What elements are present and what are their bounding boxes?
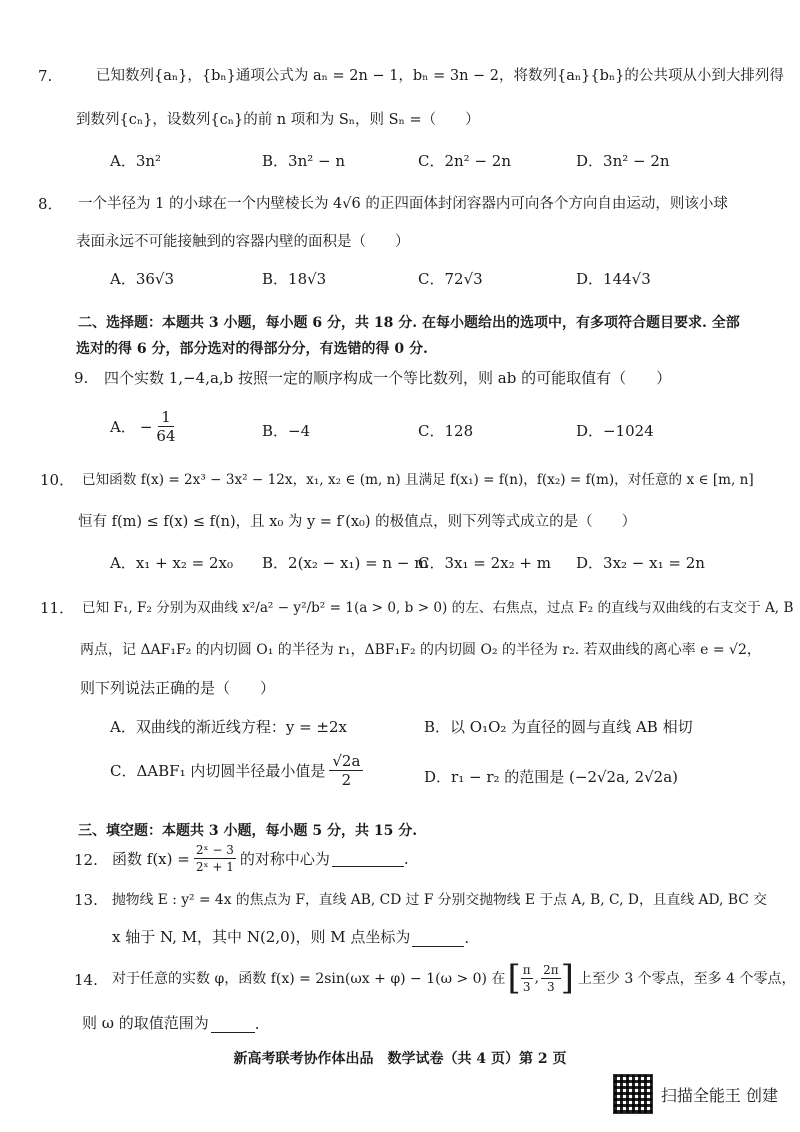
- q10-stem-line1: 已知函数 f(x) = 2x³ − 3x² − 12x，x₁, x₂ ∈ (m, n) 且满足 f(x₁) = f(n)，f(x₂) = f(m)，对任意的 x ∈ [m, n]: [82, 472, 754, 488]
- q14-end-numerator: 2π: [543, 962, 559, 977]
- scanner-watermark: [613, 1074, 778, 1114]
- q14-start-numerator: π: [522, 962, 531, 977]
- q14-stem: [112, 958, 796, 998]
- q14-right-bracket: ]: [560, 958, 574, 998]
- section2-heading: 二、选择题：本题共 3 小题，每小题 6 分，共 18 分. 在每小题给出的选项中，有多项符合题目要求. 全部: [78, 315, 740, 331]
- q7-option-d: D．3n² − 2n: [576, 152, 670, 170]
- q13-stem-end: .: [464, 929, 470, 947]
- q11-option-c-fraction: [329, 752, 363, 789]
- q11-option-c: [110, 752, 363, 789]
- q11-option-d: D．r₁ − r₂ 的范围是 (−2√2a, 2√2a): [424, 768, 679, 786]
- q11-option-c-text: C．ΔABF₁ 内切圆半径最小值是: [110, 762, 326, 780]
- q12-answer-blank[interactable]: [332, 850, 404, 867]
- q7-stem-line2: 到数列{cₙ}，设数列{cₙ}的前 n 项和为 Sₙ，则 Sₙ =（ ）: [76, 112, 480, 128]
- q10-option-b: B．2(x₂ − x₁) = n − m: [262, 554, 429, 572]
- q12-stem-end: .: [403, 849, 409, 868]
- q9-fraction-numerator: 1: [158, 408, 174, 427]
- page-footer: 新高考联考协作体出品 数学试卷（共 4 页）第 2 页: [233, 1051, 567, 1067]
- q14-stem-line2: 则 ω 的取值范围为: [82, 1014, 209, 1032]
- q14-interval-start: [521, 962, 533, 995]
- q12-fraction-denominator: 2ˣ + 1: [195, 860, 234, 874]
- q9-stem: 四个实数 1,−4,a,b 按照一定的顺序构成一个等比数列，则 ab 的可能取值有（ ）: [104, 369, 672, 387]
- q14-answer-blank[interactable]: [211, 1016, 255, 1033]
- q8-stem-line2: 表面永远不可能接触到的容器内壁的面积是（ ）: [76, 234, 410, 250]
- q14-stem-post: 上至少 3 个零点，至多 4 个零点，: [577, 971, 796, 987]
- q11-fraction-denominator: 2: [341, 771, 352, 789]
- q8-stem-line1: 一个半径为 1 的小球在一个内壁棱长为 4√6 的正四面体封闭容器内可向各个方向自由运动，则该小球: [78, 196, 728, 212]
- q12-stem: [112, 842, 409, 875]
- q9-option-a-sign: −: [139, 417, 153, 436]
- q11-stem-line2: 两点，记 ΔAF₁F₂ 的内切圆 O₁ 的半径为 r₁，ΔBF₁F₂ 的内切圆 O₂ 的半径为 r₂. 若双曲线的离心率 e = √2，: [80, 642, 761, 658]
- q8-number: 8．: [38, 195, 63, 213]
- qr-code-icon: [613, 1074, 653, 1114]
- q14-stem-pre: 对于任意的实数 φ，函数 f(x) = 2sin(ωx + φ) − 1(ω > 0) 在: [112, 971, 506, 987]
- q9-option-a-label: A．: [110, 418, 136, 436]
- q11-option-b: B．以 O₁O₂ 为直径的圆与直线 AB 相切: [424, 718, 693, 736]
- section2-heading-line2: 选对的得 6 分，部分选对的得部分分，有选错的得 0 分.: [76, 341, 428, 357]
- q11-fraction-numerator: √2a: [329, 752, 363, 771]
- q13-line2: [112, 926, 469, 947]
- section3-heading: 三、填空题：本题共 3 小题，每小题 5 分，共 15 分.: [78, 823, 418, 839]
- q7-option-b: B．3n² − n: [262, 152, 346, 170]
- q10-stem-line2: 恒有 f(m) ≤ f(x) ≤ f(n)，且 x₀ 为 y = f′(x₀) 的极值点，则下列等式成立的是（ ）: [78, 514, 637, 530]
- q9-option-a: [110, 408, 176, 445]
- q14-end-denominator: 3: [547, 979, 555, 994]
- q12-number: 12.: [74, 851, 98, 869]
- q8-option-d: D．144√3: [576, 270, 651, 288]
- q9-option-c: C．128: [418, 422, 474, 440]
- q13-stem-line1: 抛物线 E : y² = 4x 的焦点为 F，直线 AB, CD 过 F 分别交抛物线 E 于点 A, B, C, D，且直线 AD, BC 交: [112, 892, 767, 908]
- q10-number: 10．: [40, 471, 75, 489]
- q8-option-c: C．72√3: [418, 270, 483, 288]
- q7-option-a: A．3n²: [110, 152, 162, 170]
- q11-number: 11．: [40, 599, 75, 617]
- q9-option-d: D．−1024: [576, 422, 654, 440]
- q14-number: 14.: [74, 971, 98, 989]
- q10-option-a: A．x₁ + x₂ = 2x₀: [110, 554, 234, 572]
- q7-number: 7.: [38, 67, 53, 85]
- q9-number: 9.: [74, 369, 89, 387]
- q14-left-bracket: [: [507, 958, 521, 998]
- q13-answer-blank[interactable]: [412, 930, 464, 947]
- q9-fraction-denominator: 64: [156, 427, 176, 445]
- q10-option-d: D．3x₂ − x₁ = 2n: [576, 554, 705, 572]
- q13-number: 13.: [74, 891, 98, 909]
- q14-stem-end: .: [254, 1015, 260, 1033]
- watermark-text: 扫描全能王 创建: [660, 1085, 778, 1105]
- q9-option-b: B．−4: [262, 422, 311, 440]
- q8-option-a: A．36√3: [110, 270, 175, 288]
- q10-option-c: C．3x₁ = 2x₂ + m: [418, 554, 551, 572]
- q11-stem-line1: 已知 F₁, F₂ 分别为双曲线 x²/a² − y²/b² = 1(a > 0, b > 0) 的左、右焦点，过点 F₂ 的直线与双曲线的右支交于 A, B: [82, 600, 794, 616]
- q14-interval-end: [541, 962, 561, 995]
- q7-option-c: C．2n² − 2n: [418, 152, 512, 170]
- q12-fraction: [194, 842, 236, 875]
- q7-stem-line1: 已知数列{aₙ}，{bₙ}通项公式为 aₙ = 2n − 1，bₙ = 3n − 2，将数列{aₙ}{bₙ}的公共项从小到大排列得: [96, 68, 784, 84]
- q9-option-a-fraction: [156, 408, 175, 445]
- q11-option-a: A．双曲线的渐近线方程：y = ±2x: [110, 718, 347, 736]
- q14-start-denominator: 3: [522, 979, 531, 994]
- q12-stem-post: 的对称中心为: [239, 850, 330, 868]
- q14-line2: [82, 1012, 260, 1033]
- q8-option-b: B．18√3: [262, 270, 327, 288]
- q12-stem-pre: 函数 f(x) =: [112, 850, 190, 868]
- q12-fraction-numerator: 2ˣ − 3: [195, 843, 234, 857]
- q14-interval-comma: ,: [534, 970, 540, 986]
- q13-stem-line2: x 轴于 N, M，其中 N(2,0)，则 M 点坐标为: [112, 928, 411, 946]
- q11-stem-line3: 则下列说法正确的是（ ）: [80, 679, 276, 697]
